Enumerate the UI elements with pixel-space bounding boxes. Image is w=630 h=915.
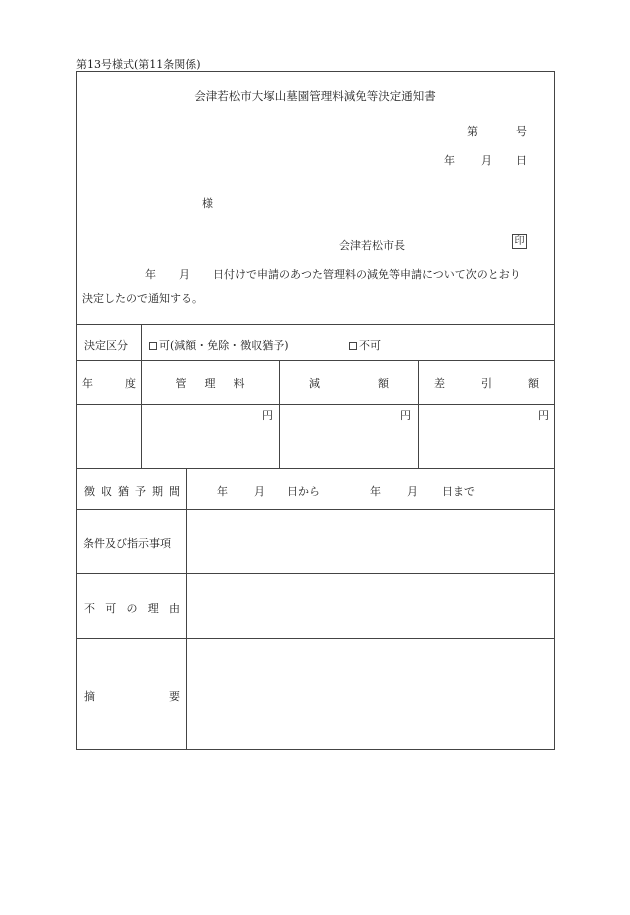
- unit-reduction: 円: [400, 409, 411, 422]
- date-year: 年: [444, 154, 455, 167]
- body-line-1: 日付けで申請のあつた管理料の減免等申請について次のとおり: [213, 268, 521, 281]
- header-fiscal-year: [82, 375, 136, 391]
- divider-fee-header: [76, 360, 555, 361]
- divider-decision: [76, 324, 555, 325]
- conditions-label: 条件及び指示事項: [83, 537, 171, 550]
- seal-mark: 印: [512, 234, 527, 249]
- deferral-label: 徴 収 猶 予 期 間: [84, 485, 180, 498]
- form-frame: [76, 71, 555, 750]
- divider-conditions: [76, 509, 555, 510]
- deferral-to-year: 年: [370, 485, 381, 498]
- header-reduction-char-2: 額: [378, 377, 389, 390]
- body-month: 月: [179, 268, 190, 281]
- deferral-to-month: 月: [407, 485, 418, 498]
- approve-checkbox[interactable]: [149, 342, 157, 350]
- body-year: 年: [145, 268, 156, 281]
- decision-reject-option[interactable]: [349, 337, 381, 353]
- issuer-name: 会津若松市長: [339, 239, 405, 252]
- deferral-from-month: 月: [254, 485, 265, 498]
- divider-col-1: [141, 324, 142, 468]
- header-net-amount: [434, 375, 539, 391]
- header-fiscal-year-char-2: 度: [125, 377, 136, 390]
- remarks-label: 摘 要: [84, 690, 180, 703]
- header-reduction-char-1: 減: [309, 377, 320, 390]
- header-net-amount-char-2: 引: [481, 377, 492, 390]
- addressee-honorific: 様: [202, 197, 213, 210]
- divider-reject-reason: [76, 573, 555, 574]
- divider-col-3: [418, 360, 419, 468]
- header-fiscal-year-text: [82, 375, 136, 391]
- divider-remarks: [76, 638, 555, 639]
- header-net-amount-char-1: 差: [434, 377, 445, 390]
- unit-net-amount: 円: [538, 409, 549, 422]
- form-number: 第13号様式(第11条関係): [76, 58, 201, 71]
- date-day: 日: [516, 154, 527, 167]
- notice-number-prefix: 第: [467, 125, 478, 138]
- notice-number-suffix: 号: [516, 125, 527, 138]
- approve-option-label: 可(減額・免除・徴収猶予): [159, 339, 289, 352]
- date-month: 月: [481, 154, 492, 167]
- deferral-from-year: 年: [217, 485, 228, 498]
- header-management-fee: 管理料: [175, 377, 263, 390]
- header-net-amount-char-3: 額: [528, 377, 539, 390]
- reject-checkbox[interactable]: [349, 342, 357, 350]
- divider-label-col: [186, 468, 187, 750]
- divider-col-2: [279, 360, 280, 468]
- header-fiscal-year-char-1: 年: [82, 377, 93, 390]
- reject-reason-label: 不 可 の 理 由: [84, 602, 180, 615]
- deferral-from-day: 日から: [287, 485, 320, 498]
- header-reduction: [309, 375, 389, 391]
- decision-label: 決定区分: [84, 339, 128, 352]
- deferral-to-day: 日まで: [442, 485, 475, 498]
- body-line-2: 決定したので通知する。: [82, 292, 203, 305]
- reject-option-label: 不可: [359, 339, 381, 352]
- document-title: 会津若松市大塚山墓園管理料減免等決定通知書: [194, 89, 436, 103]
- decision-approve-option[interactable]: [149, 337, 289, 353]
- unit-management-fee: 円: [262, 409, 273, 422]
- divider-deferral: [76, 468, 555, 469]
- divider-fee-body: [76, 404, 555, 405]
